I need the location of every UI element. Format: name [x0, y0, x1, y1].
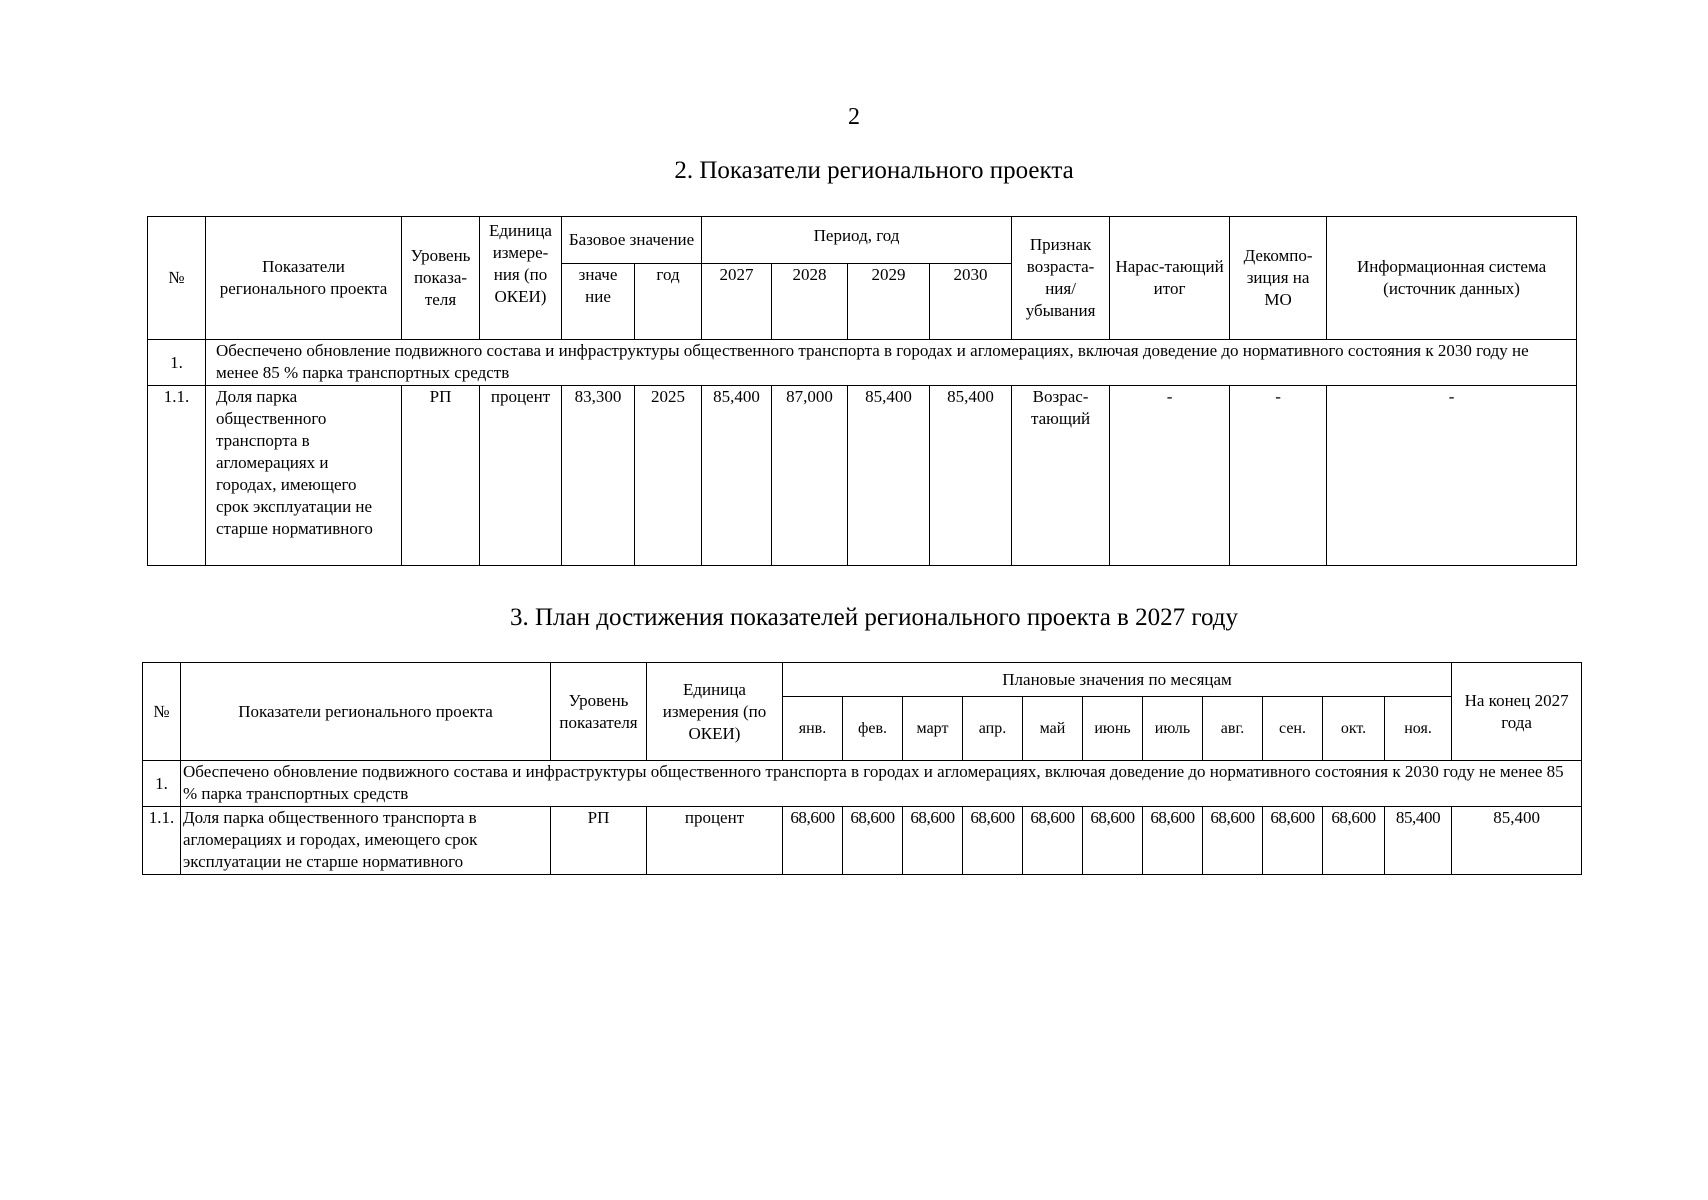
table-row — [143, 807, 1582, 875]
row-trend: Возрас-тающий — [1012, 386, 1110, 566]
plan-header-end: На конец 2027 года — [1452, 663, 1582, 761]
group-text: Обеспечено обновление подвижного состава и инфраструктуры общественного транспорта в городах и агломерациях, включая доведение до нормативного состояния к 2030 году не менее 85 % парка транспортных средств — [206, 340, 1577, 386]
indicators-table — [147, 216, 1577, 566]
month-header: окт. — [1323, 697, 1385, 761]
month-header: ноя. — [1385, 697, 1452, 761]
plan-row-num: 1.1. — [143, 807, 181, 875]
row-unit: процент — [480, 386, 562, 566]
month-header: март — [903, 697, 963, 761]
header-decomposition: Декомпо-зиция на МО — [1230, 217, 1327, 340]
header-unit-line1: Единица — [489, 221, 552, 240]
header-unit-line2: измере-ния (по ОКЕИ) — [492, 243, 549, 306]
month-value: 68,600 — [1083, 807, 1143, 875]
plan-row-indicator: Доля парка общественного транспорта в агломерациях и городах, имеющего срок эксплуатации не старше нормативного — [181, 807, 551, 875]
month-value: 68,600 — [963, 807, 1023, 875]
month-value: 68,600 — [783, 807, 843, 875]
table-row — [148, 386, 1577, 566]
plan-group-text: Обеспечено обновление подвижного состава и инфраструктуры общественного транспорта в городах и агломерациях, включая доведение до нормативного состояния к 2030 году не менее 85 % парка транспортных средств — [181, 761, 1582, 807]
month-header: сен. — [1263, 697, 1323, 761]
row-value-2027: 85,400 — [702, 386, 772, 566]
month-value: 68,600 — [843, 807, 903, 875]
month-value: 68,600 — [1263, 807, 1323, 875]
row-value-2028: 87,000 — [772, 386, 848, 566]
month-header: янв. — [783, 697, 843, 761]
header-year-2028: 2028 — [772, 264, 848, 340]
header-year-2029: 2029 — [848, 264, 930, 340]
header-year-2027: 2027 — [702, 264, 772, 340]
plan-header-level: Уровень показателя — [551, 663, 647, 761]
plan-row-unit: процент — [647, 807, 783, 875]
month-header: апр. — [963, 697, 1023, 761]
month-value: 68,600 — [1023, 807, 1083, 875]
month-header: май — [1023, 697, 1083, 761]
row-base-value: 83,300 — [562, 386, 635, 566]
header-indicator: Показатели регионального проекта — [206, 217, 402, 340]
plan-header-num: № — [143, 663, 181, 761]
row-cumulative: - — [1110, 386, 1230, 566]
plan-header-months: Плановые значения по месяцам — [783, 663, 1452, 697]
month-value: 68,600 — [1203, 807, 1263, 875]
header-year-2030: 2030 — [930, 264, 1012, 340]
row-value-2029: 85,400 — [848, 386, 930, 566]
row-info-system: - — [1327, 386, 1577, 566]
header-base-value: значе ние — [562, 264, 635, 340]
plan-header-indicator: Показатели регионального проекта — [181, 663, 551, 761]
header-base: Базовое значение — [562, 217, 702, 264]
plan-table — [142, 662, 1582, 875]
header-num: № — [148, 217, 206, 340]
plan-row-level: РП — [551, 807, 647, 875]
row-base-year: 2025 — [635, 386, 702, 566]
row-num: 1.1. — [148, 386, 206, 566]
month-value: 68,600 — [903, 807, 963, 875]
header-info-system: Информационная система (источник данных) — [1327, 217, 1577, 340]
row-value-2030: 85,400 — [930, 386, 1012, 566]
header-cumulative: Нарас-тающий итог — [1110, 217, 1230, 340]
row-indicator: Доля парка общественного транспорта в агломерациях и городах, имеющего срок эксплуатации не старше нормативного — [206, 386, 402, 566]
header-trend: Признак возраста-ния/ убывания — [1012, 217, 1110, 340]
month-value: 68,600 — [1143, 807, 1203, 875]
month-header: фев. — [843, 697, 903, 761]
group-num: 1. — [148, 340, 206, 386]
month-value: 68,600 — [1323, 807, 1385, 875]
header-level: Уровень показа-теля — [402, 217, 480, 340]
header-base-year: год — [635, 264, 702, 340]
month-header: июнь — [1083, 697, 1143, 761]
page-number: 2 — [848, 104, 860, 130]
section-2-title: 2. Показатели регионального проекта — [674, 157, 1074, 184]
row-decomposition: - — [1230, 386, 1327, 566]
month-header: авг. — [1203, 697, 1263, 761]
header-unit — [480, 217, 562, 340]
plan-row-end: 85,400 — [1452, 807, 1582, 875]
header-period: Период, год — [702, 217, 1012, 264]
plan-group-num: 1. — [143, 761, 181, 807]
month-header: июль — [1143, 697, 1203, 761]
plan-header-unit: Единица измерения (по ОКЕИ) — [647, 663, 783, 761]
month-value: 85,400 — [1385, 807, 1452, 875]
section-3-title: 3. План достижения показателей регионального проекта в 2027 году — [509, 604, 1238, 631]
row-level: РП — [402, 386, 480, 566]
